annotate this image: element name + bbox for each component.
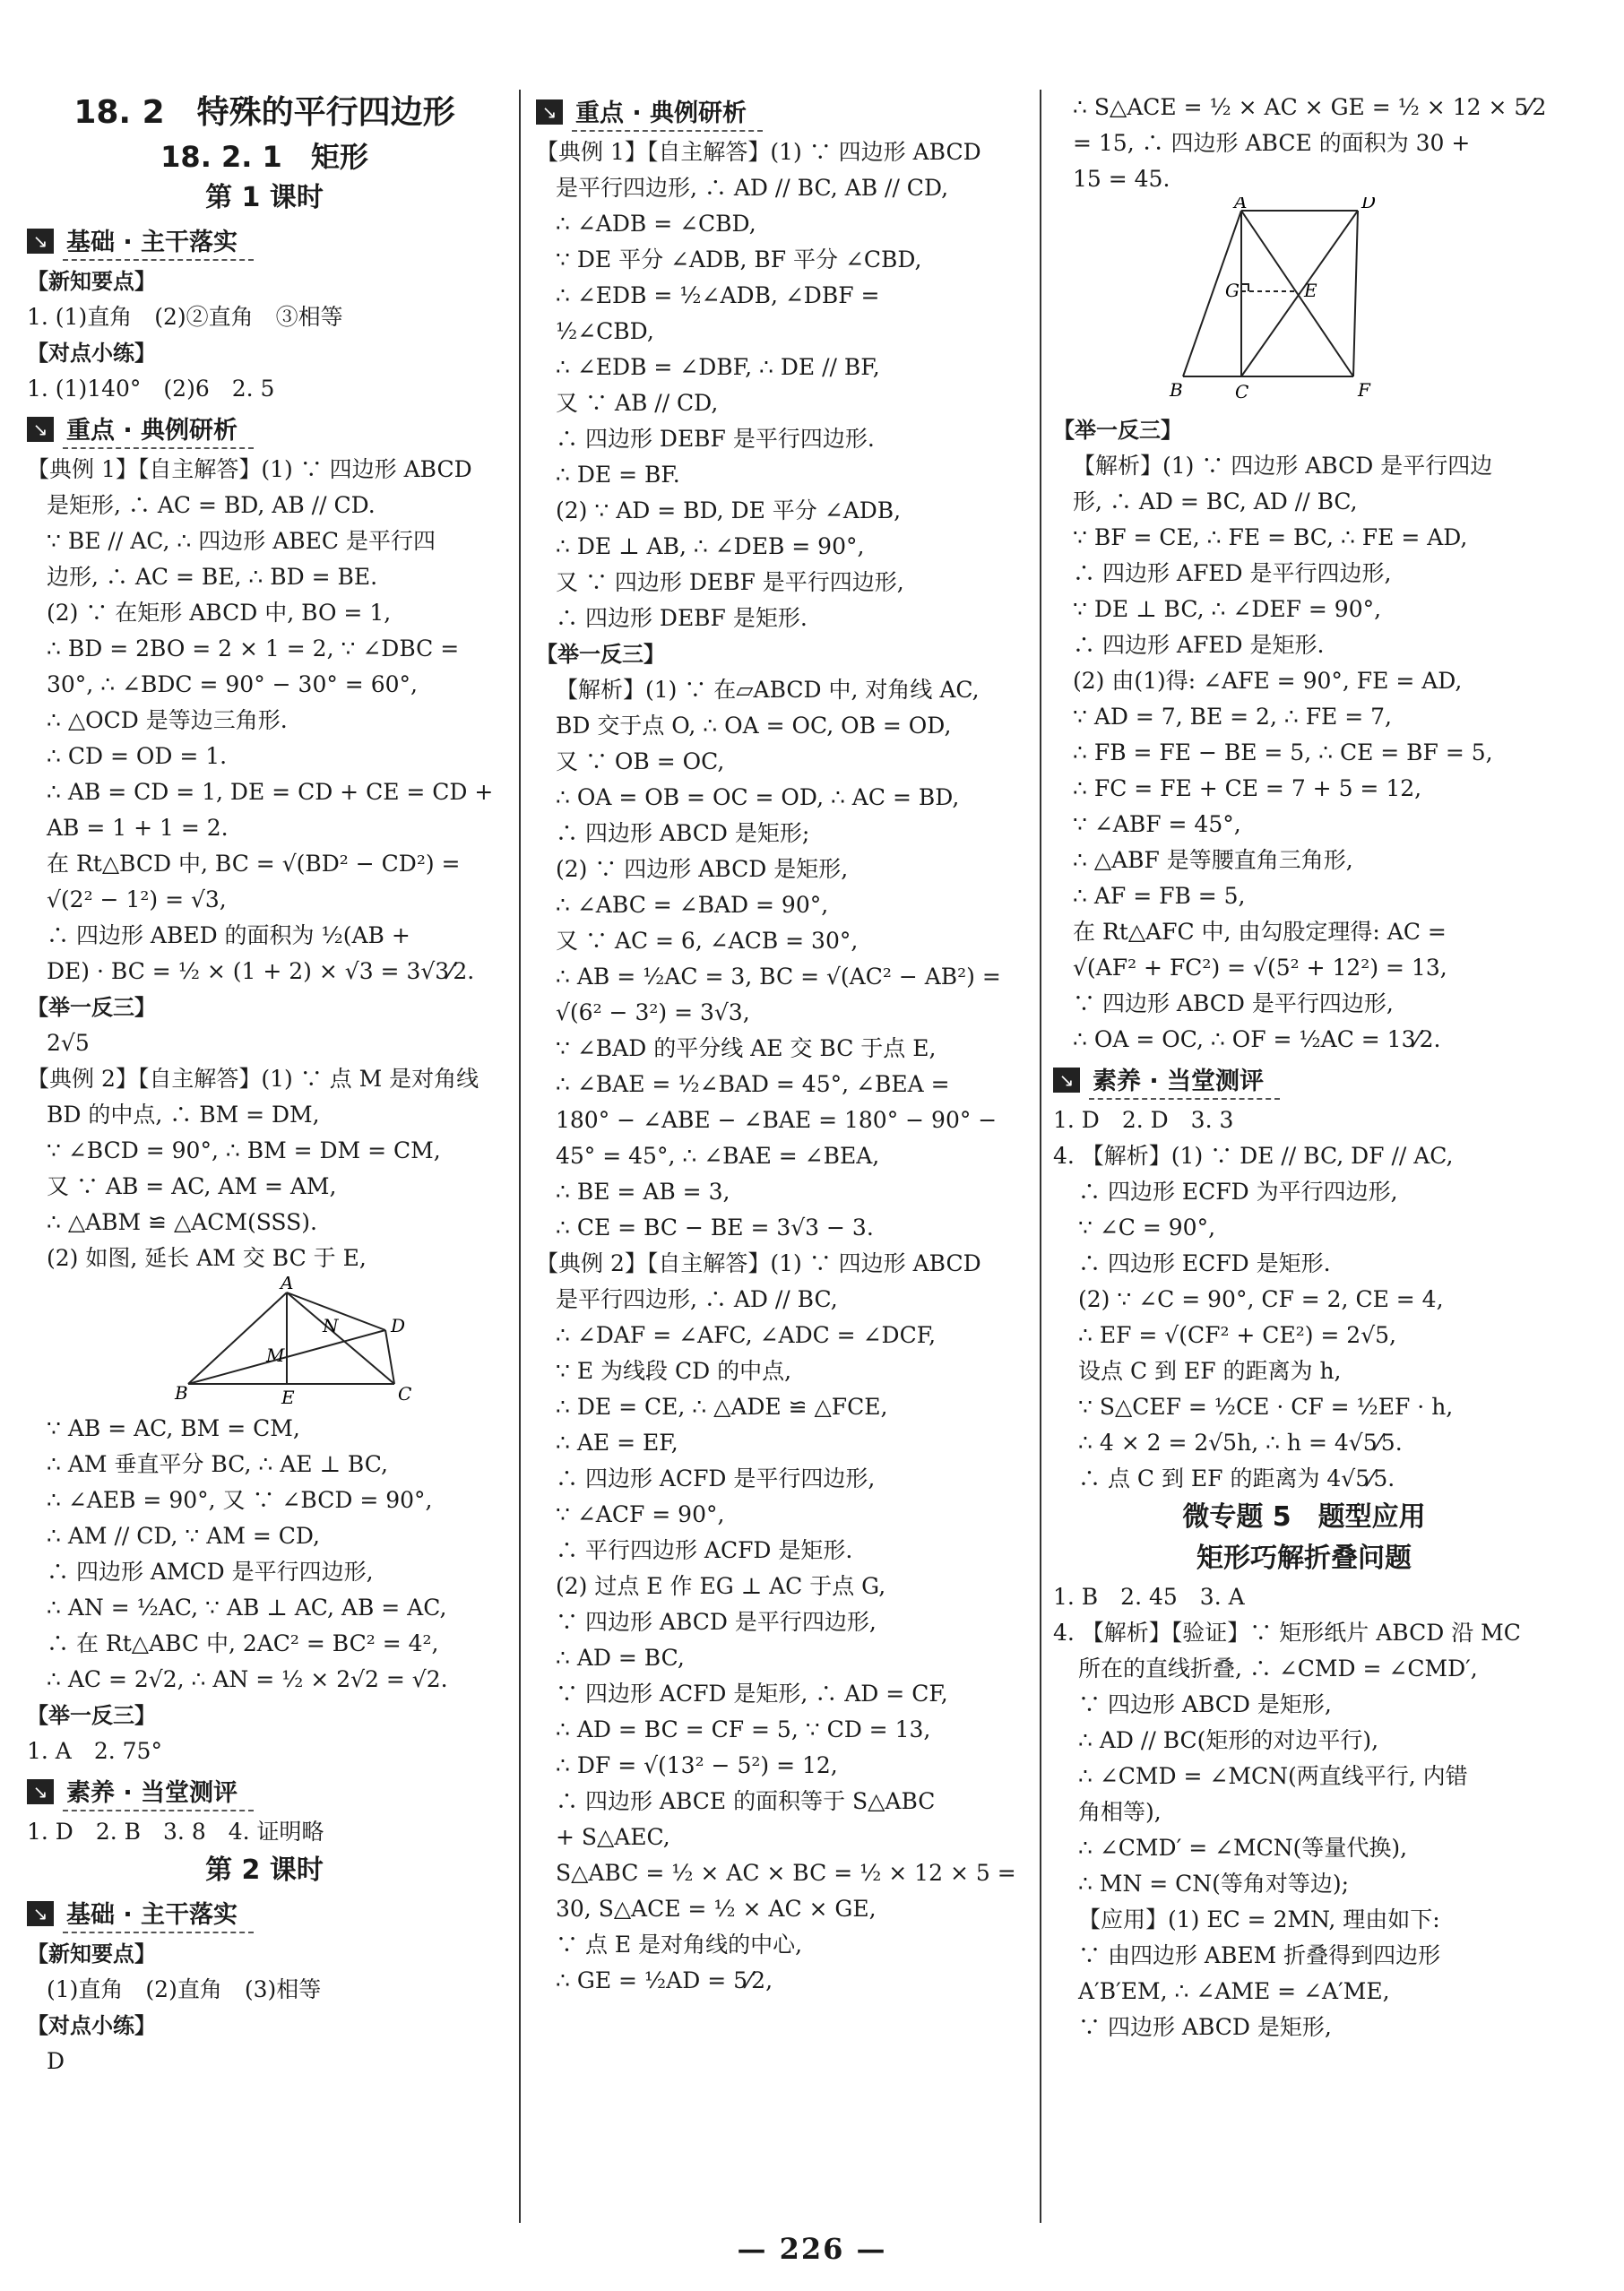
section-arrow-icon: ↘ — [27, 1779, 54, 1804]
text-line: (2) ∵ 在矩形 ABCD 中, BO = 1, — [47, 600, 392, 626]
answer-line: D — [47, 2048, 65, 2074]
text-line: ∴ 四边形 ABCD 是矩形; — [556, 820, 810, 846]
text-line: ∵ DE 平分 ∠ADB, BF 平分 ∠CBD, — [556, 246, 922, 272]
label-a: A — [281, 1276, 294, 1293]
text-line: (2) 过点 E 作 EG ⊥ AC 于点 G, — [556, 1573, 886, 1599]
label-n: N — [323, 1315, 339, 1336]
text-line: S△ABC = ½ × AC × BC = ½ × 12 × 5 = — [556, 1860, 1016, 1886]
text-line: ∴ DE = CE, ∴ △ADE ≌ △FCE, — [556, 1394, 888, 1420]
text-line: ∴ ∠EDB = ½∠ADB, ∠DBF = — [556, 282, 880, 308]
text-line: DE) · BC = ½ × (1 + 2) × √3 = 3√3⁄2. — [47, 958, 475, 984]
text-line: ∴ ∠ABC = ∠BAD = 90°, — [556, 892, 829, 918]
text-line: ∵ S△CEF = ½CE · CF = ½EF · h, — [1078, 1394, 1454, 1420]
text-line: √(AF² + FC²) = √(5² + 12²) = 13, — [1073, 955, 1447, 981]
text-line: ∴ 四边形 AMCD 是平行四边形, — [47, 1559, 374, 1585]
geometry-figure-amcd — [27, 1276, 502, 1411]
text-line: ∵ 由四边形 ABEM 折叠得到四边形 — [1078, 1942, 1441, 1968]
text-line: 【解析】(1) ∵ 在▱ABCD 中, 对角线 AC, — [556, 677, 980, 703]
text-line: ∴ AB = ½AC = 3, BC = √(AC² − AB²) = — [556, 964, 1001, 990]
text-line: + S△AEC, — [556, 1824, 670, 1850]
text-line: ∴ 四边形 ACFD 是平行四边形, — [556, 1465, 876, 1491]
section-arrow-icon: ↘ — [27, 417, 54, 442]
tag-practice: 【对点小练】 — [27, 2013, 156, 2038]
column-1 — [27, 90, 502, 2214]
column-3 — [1053, 90, 1555, 2214]
label-c: C — [1235, 381, 1249, 402]
text-line: ∴ CD = OD = 1. — [47, 743, 228, 769]
text-line: 在 Rt△BCD 中, BC = √(BD² − CD²) = — [47, 851, 461, 877]
text-line: ∴ △ABM ≌ △ACM(SSS). — [47, 1209, 317, 1235]
section-header-basic: ↘ 基础 · 主干落实 — [27, 1893, 502, 1934]
text-line: ½∠CBD, — [556, 318, 654, 344]
text-line: ∴ S△ACE = ½ × AC × GE = ½ × 12 × 5⁄2 — [1073, 94, 1547, 120]
text-line: ∴ 四边形 ECFD 是矩形. — [1078, 1250, 1331, 1276]
text-line: √(6² − 3²) = 3√3, — [556, 999, 750, 1025]
text-line: 是平行四边形, ∴ AD // BC, AB // CD, — [556, 175, 949, 201]
text-line: ∵ E 为线段 CD 的中点, — [556, 1358, 792, 1384]
label-d: D — [391, 1315, 406, 1336]
text-line: ∵ BF = CE, ∴ FE = BC, ∴ FE = AD, — [1073, 524, 1468, 550]
answer-line: 1. D 2. D 3. 3 — [1053, 1107, 1234, 1133]
text-line: ∴ EF = √(CF² + CE²) = 2√5, — [1078, 1322, 1396, 1348]
text-line: ∵ AB = AC, BM = CM, — [47, 1415, 300, 1441]
column-divider-1 — [519, 90, 521, 2223]
text-line: ∵ 四边形 ABCD 是平行四边形, — [556, 1609, 877, 1635]
text-line: ∴ 在 Rt△ABC 中, 2AC² = BC² = 4², — [47, 1630, 439, 1656]
text-line: ∴ DE ⊥ AB, ∴ ∠DEB = 90°, — [556, 533, 865, 559]
label-c: C — [398, 1383, 412, 1405]
tag-extend: 【举一反三】 — [536, 642, 665, 667]
text-line: ∴ ∠DAF = ∠AFC, ∠ADC = ∠DCF, — [556, 1322, 937, 1348]
text-line: 【典例 1】【自主解答】(1) ∵ 四边形 ABCD — [536, 139, 981, 165]
text-line: ∵ ∠BCD = 90°, ∴ BM = DM = CM, — [47, 1137, 441, 1163]
tag-new-points: 【新知要点】 — [27, 1941, 156, 1967]
section-header-key: ↘ 重点 · 典例研析 — [536, 91, 1031, 133]
geometry-figure-acfd — [1053, 197, 1555, 412]
text-line: 又 ∵ AB = AC, AM = AM, — [47, 1173, 337, 1199]
text-line: 4. 【解析】【验证】∵ 矩形纸片 ABCD 沿 MC — [1053, 1620, 1521, 1646]
tag-new-points: 【新知要点】 — [27, 269, 156, 294]
text-line: 180° − ∠ABE − ∠BAE = 180° − 90° − — [556, 1107, 998, 1133]
text-line: ∴ 4 × 2 = 2√5h, ∴ h = 4√5⁄5. — [1078, 1430, 1403, 1456]
text-line: ∵ ∠ABF = 45°, — [1073, 811, 1241, 837]
text-line: 30, S△ACE = ½ × AC × GE, — [556, 1896, 877, 1922]
text-line: ∵ 四边形 ACFD 是矩形, ∴ AD = CF, — [556, 1681, 948, 1707]
text-line: ∴ AB = CD = 1, DE = CD + CE = CD + — [47, 779, 494, 805]
text-line: ∴ AD = BC, — [556, 1645, 685, 1671]
figure-svg — [27, 1276, 502, 1411]
lesson-title: 第 2 课时 — [205, 1854, 324, 1886]
text-line: ∴ AD = BC = CF = 5, ∵ CD = 13, — [556, 1716, 931, 1742]
label-m: M — [266, 1344, 285, 1366]
answer-line: 1. D 2. B 3. 8 4. 证明略 — [27, 1819, 324, 1845]
answer-line: 1. (1)直角 (2)②直角 ③相等 — [27, 304, 343, 330]
label-d: D — [1361, 197, 1377, 212]
text-line: ∵ BE // AC, ∴ 四边形 ABEC 是平行四 — [47, 528, 436, 554]
tag-extend: 【举一反三】 — [27, 1703, 156, 1728]
text-line: ∴ BE = AB = 3, — [556, 1179, 730, 1205]
text-line: ∴ OA = OC, ∴ OF = ½AC = 13⁄2. — [1073, 1026, 1441, 1052]
text-line: 【应用】(1) EC = 2MN, 理由如下: — [1078, 1906, 1440, 1932]
text-line: 【典例 1】【自主解答】(1) ∵ 四边形 ABCD — [27, 456, 472, 482]
answer-line: (1)直角 (2)直角 (3)相等 — [47, 1976, 322, 2002]
text-line: ∴ AE = EF, — [556, 1430, 678, 1456]
text-line: ∴ 四边形 DEBF 是矩形. — [556, 605, 808, 631]
text-line: ∴ DE = BF. — [556, 462, 680, 488]
text-line: 又 ∵ AB // CD, — [556, 390, 719, 416]
tag-extend: 【举一反三】 — [1053, 418, 1182, 443]
answer-line: 1. B 2. 45 3. A — [1053, 1584, 1245, 1610]
answer-line: 2√5 — [47, 1030, 90, 1056]
text-line: √(2² − 1²) = √3, — [47, 886, 227, 912]
text-line: ∴ ∠AEB = 90°, 又 ∵ ∠BCD = 90°, — [47, 1487, 433, 1513]
text-line: (2) ∵ AD = BD, DE 平分 ∠ADB, — [556, 497, 902, 523]
text-line: ∴ ∠CMD′ = ∠MCN(等量代换), — [1078, 1835, 1408, 1861]
text-line: ∴ BD = 2BO = 2 × 1 = 2, ∵ ∠DBC = — [47, 635, 460, 661]
text-line: 【解析】(1) ∵ 四边形 ABCD 是平行四边 — [1073, 453, 1493, 479]
label-f: F — [1358, 379, 1370, 401]
text-line: ∴ 四边形 AFED 是矩形. — [1073, 632, 1325, 658]
text-line: AB = 1 + 1 = 2. — [47, 815, 229, 841]
label-b: B — [175, 1382, 188, 1404]
text-line: 4. 【解析】(1) ∵ DE // BC, DF // AC, — [1053, 1143, 1454, 1169]
section-header-eval: ↘ 素养 · 当堂测评 — [27, 1771, 502, 1812]
text-line: 30°, ∴ ∠BDC = 90° − 30° = 60°, — [47, 671, 418, 697]
text-line: (2) ∵ ∠C = 90°, CF = 2, CE = 4, — [1078, 1286, 1444, 1312]
text-line: ∴ ∠CMD = ∠MCN(两直线平行, 内错 — [1078, 1763, 1468, 1789]
text-line: 45° = 45°, ∴ ∠BAE = ∠BEA, — [556, 1143, 880, 1169]
section-arrow-icon: ↘ — [27, 1901, 54, 1926]
label-b: B — [1170, 379, 1183, 401]
answer-line: 1. A 2. 75° — [27, 1738, 162, 1764]
text-line: ∵ 四边形 ABCD 是平行四边形, — [1073, 990, 1394, 1016]
answer-line: 1. (1)140° (2)6 2. 5 — [27, 376, 275, 402]
tag-extend: 【举一反三】 — [27, 995, 156, 1020]
text-line: ∴ 四边形 ABCE 的面积等于 S△ABC — [556, 1788, 936, 1814]
section-arrow-icon: ↘ — [536, 99, 563, 125]
text-line: ∵ 点 E 是对角线的中心, — [556, 1932, 803, 1958]
text-line: 边形, ∴ AC = BE, ∴ BD = BE. — [47, 564, 378, 590]
text-line: 形, ∴ AD = BC, AD // BC, — [1073, 488, 1358, 514]
text-line: ∴ AC = 2√2, ∴ AN = ½ × 2√2 = √2. — [47, 1666, 448, 1692]
text-line: ∵ ∠C = 90°, — [1078, 1215, 1216, 1241]
topic-title: 微专题 5 题型应用 — [1182, 1501, 1426, 1533]
text-line: ∵ DE ⊥ BC, ∴ ∠DEF = 90°, — [1073, 596, 1382, 622]
chapter-title: 18. 2 特殊的平行四边形 — [73, 94, 455, 131]
text-line: 是平行四边形, ∴ AD // BC, — [556, 1286, 838, 1312]
text-line: ∴ CE = BC − BE = 3√3 − 3. — [556, 1215, 874, 1241]
text-line: (2) 由(1)得: ∠AFE = 90°, FE = AD, — [1073, 668, 1463, 694]
text-line: ∵ ∠BAD 的平分线 AE 交 BC 于点 E, — [556, 1035, 937, 1061]
text-line: ∴ 四边形 DEBF 是平行四边形. — [556, 426, 875, 452]
column-2 — [536, 90, 1031, 2214]
text-line: ∴ 平行四边形 ACFD 是矩形. — [556, 1537, 853, 1563]
text-line: 是矩形, ∴ AC = BD, AB // CD. — [47, 492, 376, 518]
text-line: 设点 C 到 EF 的距离为 h, — [1078, 1358, 1342, 1384]
text-line: = 15, ∴ 四边形 ABCE 的面积为 30 + — [1073, 130, 1471, 156]
section-arrow-icon: ↘ — [1053, 1068, 1080, 1093]
text-line: ∴ △ABF 是等腰直角三角形, — [1073, 847, 1353, 873]
text-line: ∴ AN = ½AC, ∵ AB ⊥ AC, AB = AC, — [47, 1595, 447, 1621]
text-line: ∴ △OCD 是等边三角形. — [47, 707, 288, 733]
section-arrow-icon: ↘ — [27, 229, 54, 254]
text-line: 又 ∵ 四边形 DEBF 是平行四边形, — [556, 569, 904, 595]
label-e: E — [281, 1387, 295, 1408]
text-line: ∴ AM // CD, ∵ AM = CD, — [47, 1523, 320, 1549]
text-line: 15 = 45. — [1073, 166, 1170, 192]
label-e: E — [1304, 280, 1317, 301]
text-line: ∴ FB = FE − BE = 5, ∴ CE = BF = 5, — [1073, 739, 1493, 765]
text-line: 角相等), — [1078, 1799, 1162, 1825]
text-line: (2) 如图, 延长 AM 交 BC 于 E, — [47, 1245, 367, 1271]
label-g: G — [1225, 280, 1240, 301]
text-line: ∴ 四边形 AFED 是平行四边形, — [1073, 560, 1392, 586]
text-line: ∴ 点 C 到 EF 的距离为 4√5⁄5. — [1078, 1465, 1395, 1491]
topic-subtitle: 矩形巧解折叠问题 — [1196, 1543, 1412, 1574]
text-line: 又 ∵ OB = OC, — [556, 748, 725, 774]
text-line: ∴ AD // BC(矩形的对边平行), — [1078, 1727, 1379, 1753]
page-number: — 226 — — [737, 2232, 887, 2266]
text-line: ∴ DF = √(13² − 5²) = 12, — [556, 1752, 838, 1778]
tag-practice: 【对点小练】 — [27, 341, 156, 366]
text-line: 所在的直线折叠, ∴ ∠CMD = ∠CMD′, — [1078, 1656, 1478, 1682]
text-line: 【典例 2】【自主解答】(1) ∵ 四边形 ABCD — [536, 1250, 981, 1276]
section-header-eval: ↘ 素养 · 当堂测评 — [1053, 1059, 1555, 1101]
text-line: BD 的中点, ∴ BM = DM, — [47, 1102, 320, 1128]
text-line: ∴ AM 垂直平分 BC, ∴ AE ⊥ BC, — [47, 1451, 388, 1477]
text-line: ∴ AF = FB = 5, — [1073, 883, 1246, 909]
text-line: (2) ∵ 四边形 ABCD 是矩形, — [556, 856, 849, 882]
figure-svg — [1053, 197, 1555, 412]
text-line: 【典例 2】【自主解答】(1) ∵ 点 M 是对角线 — [27, 1066, 479, 1092]
text-line: ∵ AD = 7, BE = 2, ∴ FE = 7, — [1073, 704, 1392, 730]
text-line: ∴ 四边形 ECFD 为平行四边形, — [1078, 1179, 1398, 1205]
text-line: ∴ MN = CN(等角对等边); — [1078, 1871, 1350, 1897]
text-line: ∵ ∠ACF = 90°, — [556, 1501, 725, 1527]
lesson-title: 第 1 课时 — [205, 182, 324, 213]
text-line: ∴ 四边形 ABED 的面积为 ½(AB + — [47, 922, 410, 948]
text-line: ∴ FC = FE + CE = 7 + 5 = 12, — [1073, 775, 1422, 801]
text-line: ∴ ∠BAE = ½∠BAD = 45°, ∠BEA = — [556, 1071, 950, 1097]
text-line: ∴ OA = OB = OC = OD, ∴ AC = BD, — [556, 784, 960, 810]
text-line: ∴ GE = ½AD = 5⁄2, — [556, 1967, 773, 1993]
text-line: ∵ 四边形 ABCD 是矩形, — [1078, 2014, 1332, 2040]
section-header-basic: ↘ 基础 · 主干落实 — [27, 220, 502, 262]
column-divider-2 — [1040, 90, 1041, 2223]
text-line: ∴ ∠EDB = ∠DBF, ∴ DE // BF, — [556, 354, 880, 380]
text-line: ∵ 四边形 ABCD 是矩形, — [1078, 1691, 1332, 1717]
section-header-key: ↘ 重点 · 典例研析 — [27, 409, 502, 450]
label-a: A — [1234, 197, 1248, 212]
text-line: 又 ∵ AC = 6, ∠ACB = 30°, — [556, 928, 859, 954]
text-line: 在 Rt△AFC 中, 由勾股定理得: AC = — [1073, 919, 1447, 945]
section-title: 18. 2. 1 矩形 — [160, 140, 368, 174]
text-line: BD 交于点 O, ∴ OA = OC, OB = OD, — [556, 713, 952, 739]
text-line: ∴ ∠ADB = ∠CBD, — [556, 211, 756, 237]
text-line: A′B′EM, ∴ ∠AME = ∠A′ME, — [1078, 1978, 1390, 2004]
